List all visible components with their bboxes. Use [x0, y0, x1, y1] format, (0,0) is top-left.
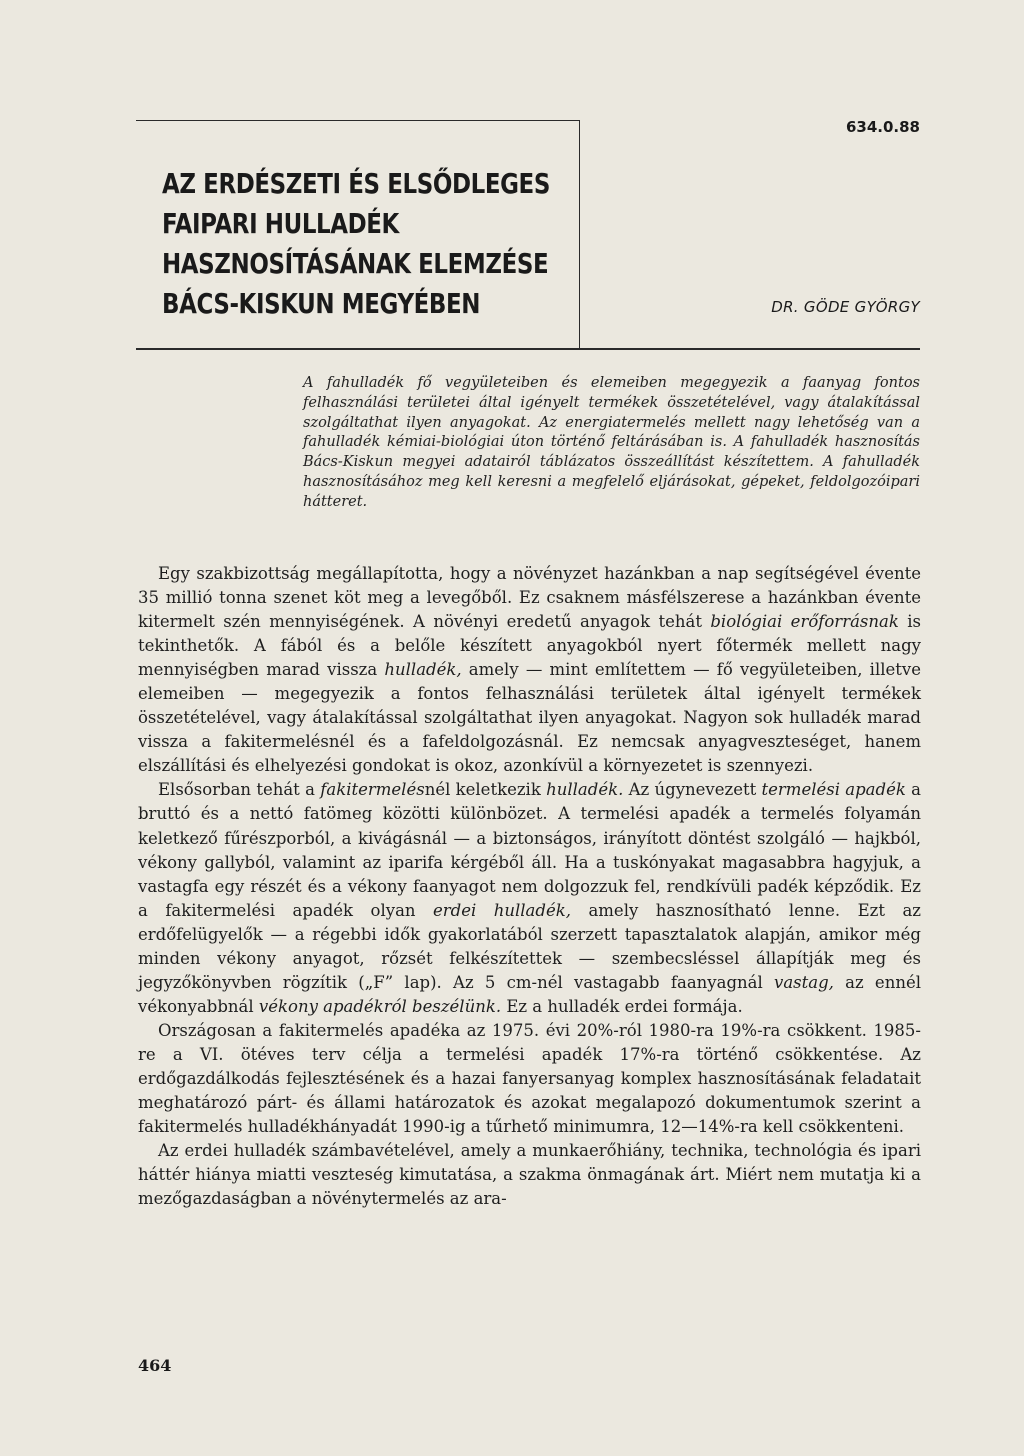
italic-term: hulladék.: [546, 780, 624, 800]
header-rule: [136, 348, 920, 350]
text-run: az ennél vékonyabbnál: [138, 972, 921, 1016]
author-name: DR. GÖDE GYÖRGY: [771, 298, 920, 316]
italic-term: fakitermelés: [320, 780, 425, 800]
italic-term: biológiai erőforrásnak: [710, 612, 899, 632]
text-run: Ez a hulladék erdei formája.: [501, 996, 743, 1016]
page-number: 464: [138, 1356, 172, 1375]
text-run: a bruttó és a nettó fatömeg közötti különbözet. A termelési apadék a termelés folyamán keletkező fűrészporból, a kivágásnál — a biztonságos, irányított döntést szolgáló — hajkból, vékony gallyból, valamint az iparifa kérgéből áll. Ha a tuskónyakat magasabbra hagyjuk, a vastagfa egy részét és a vékony faanyagot nem dolgozzuk fel, rendkívüli padék képződik. Ez a fakitermelési apadék olyan: [138, 780, 921, 920]
title-line: BÁCS-KISKUN MEGYÉBEN: [162, 287, 481, 320]
paragraph: [138, 778, 921, 1018]
italic-term: vastag,: [774, 972, 834, 992]
text-run: is tekinthetők. A fából és a belőle készített anyagokból nyert főtermék mellett nagy mennyiségben marad vissza: [138, 612, 921, 680]
paragraph: [138, 562, 921, 778]
title-line: AZ ERDÉSZETI ÉS ELSŐDLEGES: [162, 167, 550, 200]
text-run: amely — mint említettem — fő vegyületeiben, illetve elemeiben — megegyezik a fontos felhasználási területek által igényelt termékek összetételével, vagy átalakítással szolgáltathat ilyen anyagokat. Nagyon sok hulladék marad vissza a fakitermelésnél és a fafeldolgozásnál. Ez nemcsak anyagveszteséget, hanem elszállítási és elhelyezési gondokat is okoz, azonkívül a környezetet is szennyezi.: [138, 660, 921, 776]
italic-term: hulladék,: [384, 660, 462, 680]
article-body: [138, 562, 921, 1211]
text-run: Elsősorban tehát a: [158, 780, 321, 800]
title-line: FAIPARI HULLADÉK: [162, 207, 399, 240]
text-run: Egy szakbizottság megállapította, hogy a növényzet hazánkban a nap segítségével évente 35 millió tonna szenet köt meg a levegőből. Ez csaknem másfélszerese a hazánkban évente kitermelt szén mennyiségének. A növényi eredetű anyagok tehát: [138, 564, 921, 632]
article-title: [162, 164, 550, 324]
paragraph: Országosan a fakitermelés apadéka az 1975. évi 20%-ról 1980-ra 19%-ra csökkent. 1985-re a VI. ötéves terv célja a termelési apadék 17%-ra történő csökkentése. Az erdőgazdálkodás fejlesztésének és a hazai fanyersanyag komplex hasznosításának feladatait meghatározó párt- és állami határozatok és azokat megalapozó dokumentumok szerint a fakitermelés hulladékhányadát 1990-ig a tűrhető minimumra, 12—14%-ra kell csökkenteni.: [138, 1020, 921, 1137]
paragraph: Az erdei hulladék számbavételével, amely a munkaerőhiány, technika, technológia és ipari háttér hiánya miatti veszteség kimutatása, a szakma önmagának árt. Miért nem mutatja ki a mezőgazdaságban a növénytermelés az ara-: [138, 1141, 921, 1209]
abstract: A fahulladék fő vegyületeiben és elemeiben megegyezik a faanyag fontos felhasználási területei által igényelt termékek összetételével, vagy átalakítással szolgáltathat ilyen anyagokat. Az energiatermelés mellett nagy lehetőség van a fahulladék kémiai-biológiai úton történő feltárásában is. A fahulladék hasznosítás Bács-Kiskun megyei adatairól táblázatos összeállítást készítettem. A fahulladék hasznosításához meg kell keresni a megfelelő eljárásokat, gépeket, feldolgozóipari hátteret.: [303, 375, 920, 510]
classification-code: 634.0.88: [845, 118, 920, 136]
italic-term: erdei hulladék,: [433, 900, 571, 920]
text-run: nél keletkezik: [424, 780, 547, 800]
italic-term: termelési apadék: [761, 780, 906, 800]
italic-term: vékony apadékról beszélünk.: [258, 996, 502, 1016]
title-line: HASZNOSÍTÁSÁNAK ELEMZÉSE: [162, 247, 549, 280]
text-run: amely hasznosítható lenne. Ezt az erdőfelügyelők — a régebbi idők gyakorlatából szerzett tapasztalatok alapján, amikor még minden vékony anyagot, rőzsét felkészítettek — szembecsléssel állapítják meg és jegyzőkönyvben rögzítik („F” lap). Az 5 cm-nél vastagabb faanyagnál: [138, 900, 921, 992]
text-run: Az úgynevezett: [623, 780, 762, 800]
